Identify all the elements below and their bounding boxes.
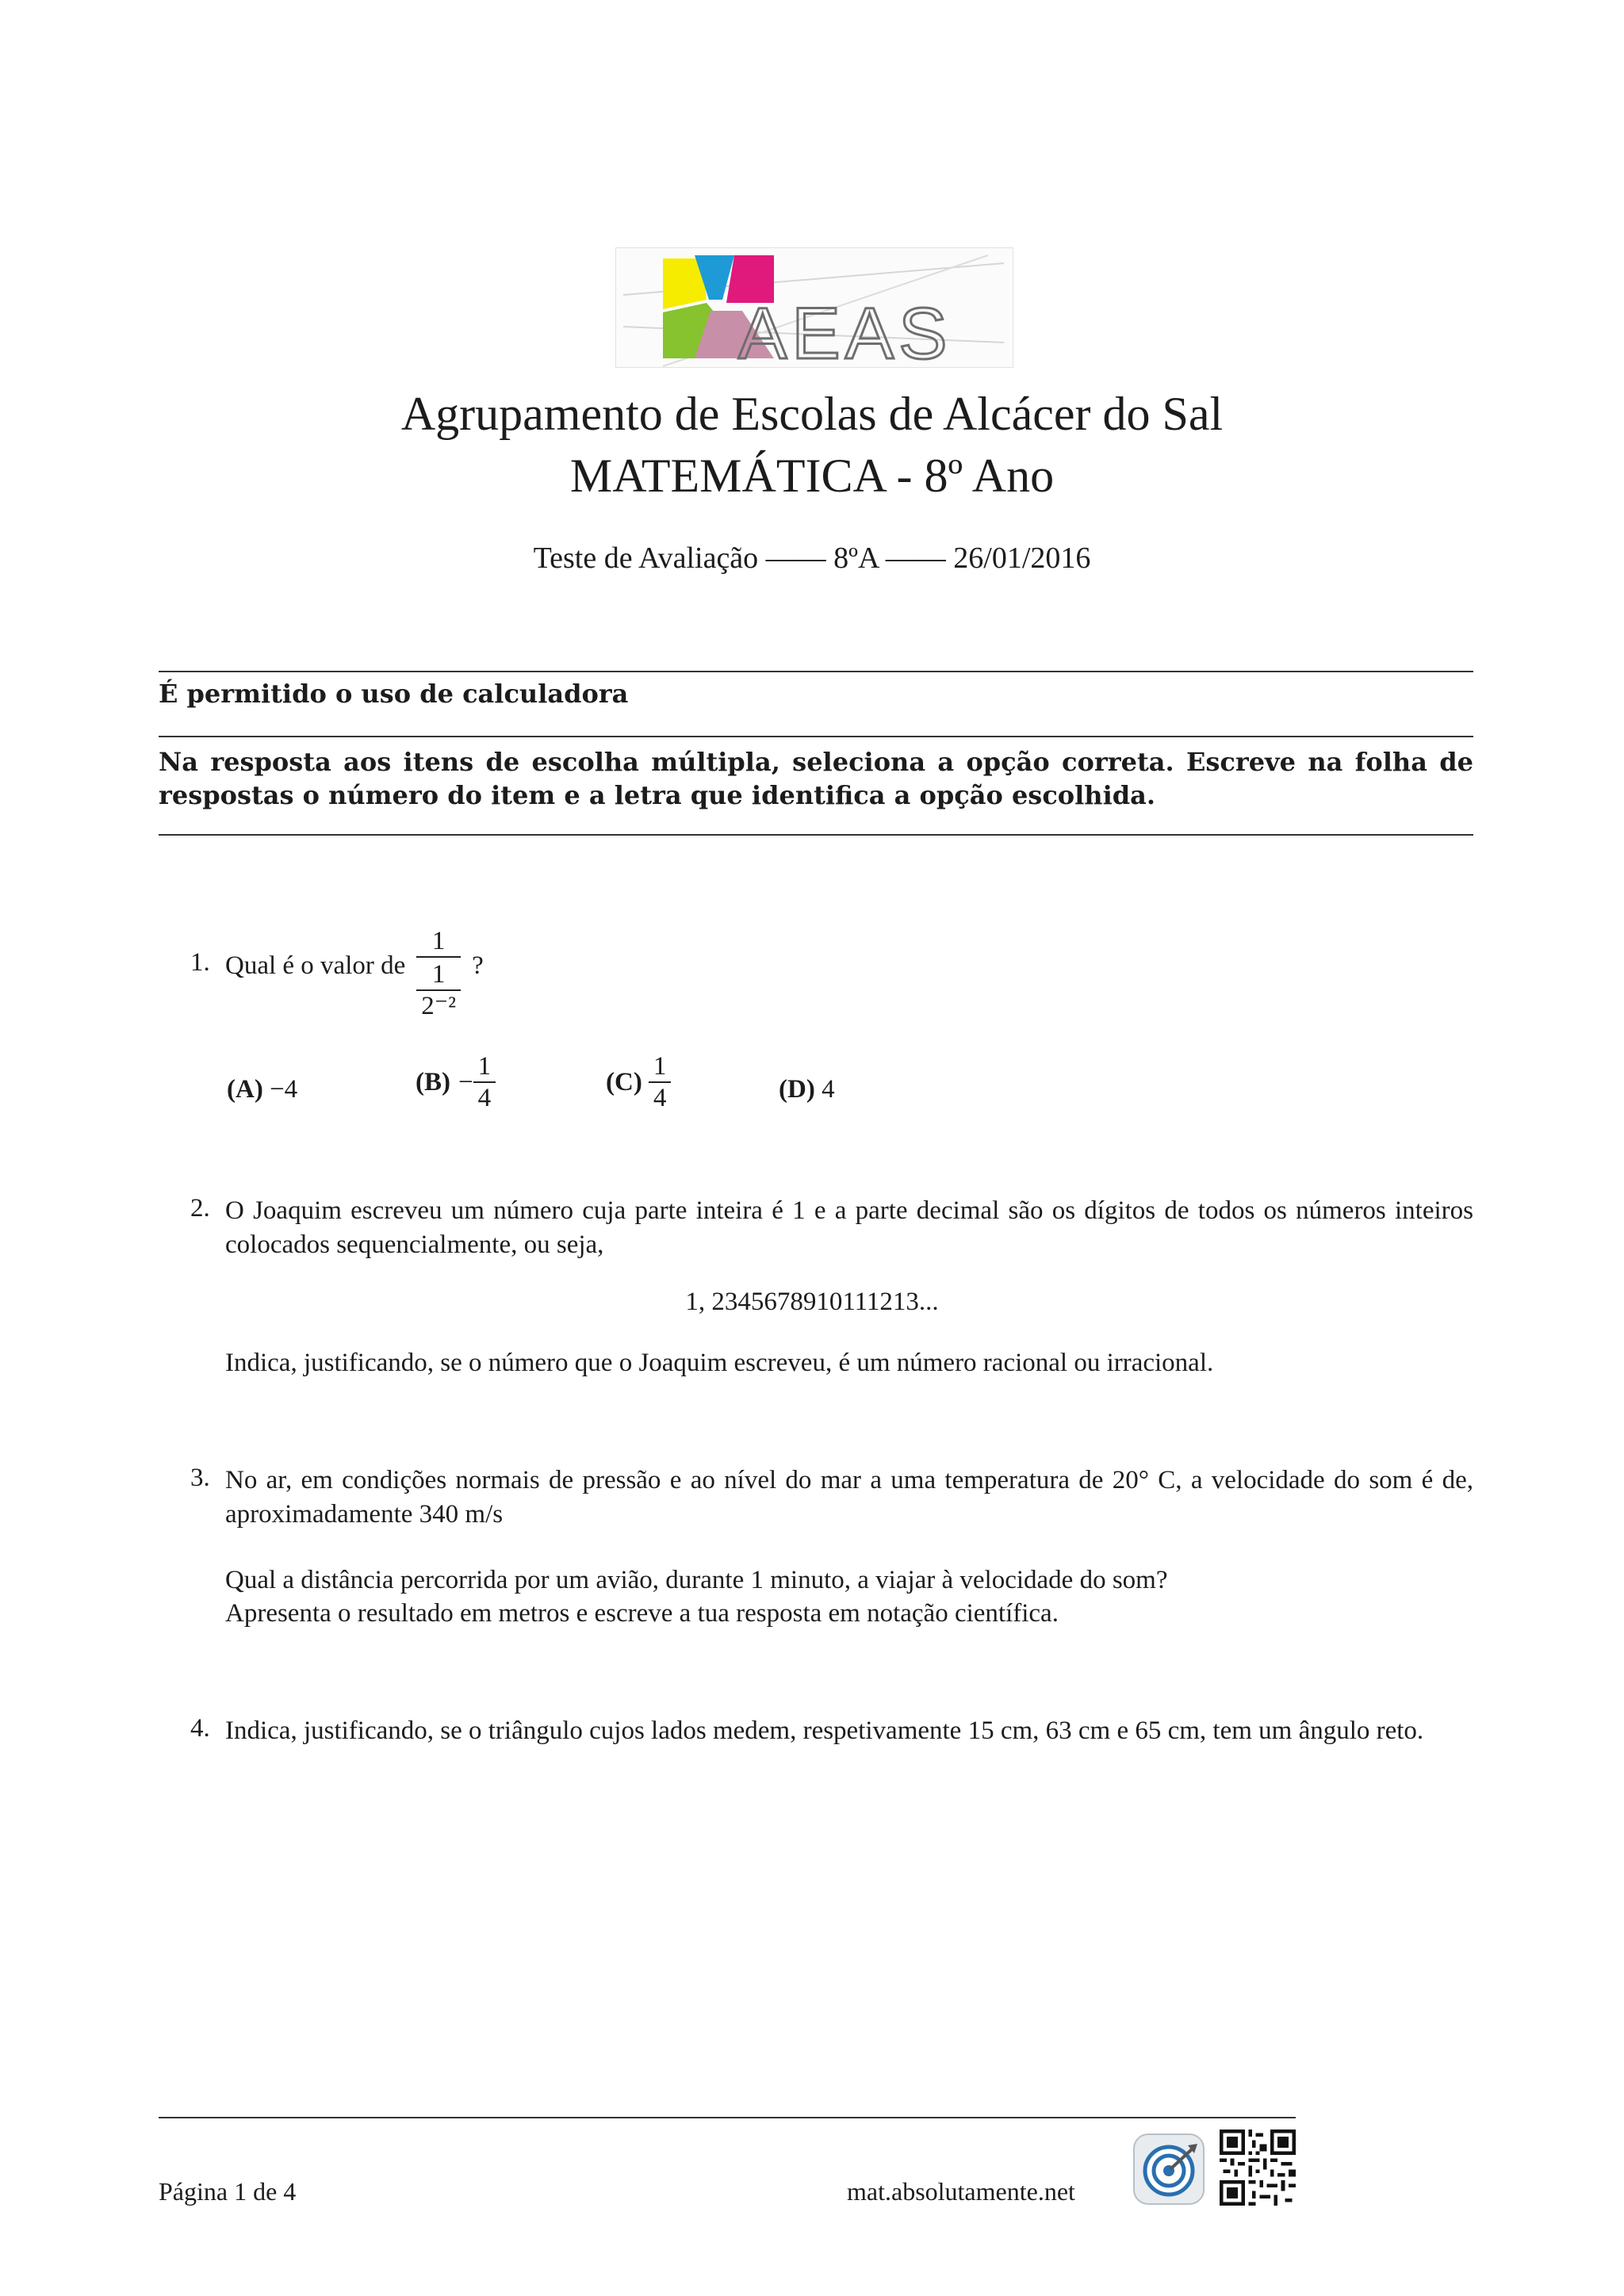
question-3-instruction: Apresenta o resultado em metros e escreve a tua resposta em notação científica. — [225, 1599, 1059, 1628]
test-info: Teste de Avaliação —— 8ºA —— 26/01/2016 — [533, 541, 1091, 575]
calculator-note: É permitido o uso de calculadora — [159, 679, 629, 709]
footer-divider — [159, 2117, 1296, 2118]
option-c — [606, 1051, 671, 1113]
question-2-prompt: Indica, justificando, se o número que o Joaquim escreveu, é um número racional ou irracional. — [225, 1349, 1214, 1377]
question-number: 4. — [190, 1714, 210, 1743]
question-2-text: O Joaquim escreveu um número cuja parte inteira é 1 e a parte decimal são os dígitos de todos os números inteiros colocados sequencialmente, ou seja, — [225, 1196, 1473, 1259]
multiple-choice-note: Na resposta aos itens de escolha múltipla, seleciona a opção correta. Escreve na folha de respostas o número do item e a letra que identifica a opção escolhida. — [159, 747, 1473, 810]
option-label: (D) — [779, 1075, 815, 1104]
option-value: 4 — [822, 1075, 835, 1104]
question-text: Qual é o valor de — [225, 951, 406, 980]
target-icon — [1131, 2131, 1207, 2207]
divider — [159, 671, 1473, 672]
option-d — [779, 1075, 835, 1104]
option-value: −4 — [270, 1075, 298, 1104]
question-4-text: Indica, justificando, se o triângulo cujos lados medem, respetivamente 15 cm, 63 cm e 65 cm, tem um ângulo reto. — [225, 1716, 1424, 1745]
option-denominator: 4 — [477, 1084, 492, 1112]
option-sign: − — [458, 1067, 473, 1096]
question-3-text: No ar, em condições normais de pressão e ao nível do mar a uma temperatura de 20° C, a velocidade do som é de, aproximadamente 340 m/s — [225, 1466, 1473, 1529]
svg-text:AEAS: AEAS — [738, 293, 952, 368]
option-label: (A) — [227, 1075, 263, 1104]
school-logo — [615, 247, 1013, 368]
fraction-inner-denominator: 2⁻² — [421, 992, 457, 1020]
option-label: (C) — [606, 1067, 642, 1096]
option-numerator: 1 — [477, 1052, 492, 1081]
page-number: Página 1 de 4 — [159, 2177, 297, 2206]
qr-code-icon — [1220, 2130, 1296, 2206]
question-3-prompt: Qual a distância percorrida por um avião, durante 1 minuto, a viajar à velocidade do som? — [225, 1566, 1168, 1594]
option-b — [416, 1051, 496, 1113]
divider — [159, 736, 1473, 737]
fraction-inner-numerator: 1 — [431, 960, 446, 989]
nested-fraction — [416, 926, 461, 1021]
option-a — [227, 1075, 297, 1104]
school-name: Agrupamento de Escolas de Alcácer do Sal — [400, 388, 1224, 440]
question-number: 2. — [190, 1194, 210, 1223]
question-number: 3. — [190, 1464, 210, 1492]
decimal-number: 1, 2345678910111213... — [685, 1288, 939, 1316]
option-denominator: 4 — [653, 1084, 667, 1112]
fraction-numerator: 1 — [431, 927, 446, 955]
question-1 — [225, 926, 484, 1021]
site-link[interactable]: mat.absolutamente.net — [847, 2177, 1075, 2206]
option-numerator: 1 — [653, 1052, 667, 1081]
subject-title: MATEMÁTICA - 8º Ano — [569, 450, 1055, 502]
divider — [159, 834, 1473, 836]
question-mark: ? — [472, 951, 484, 980]
option-label: (B) — [416, 1067, 450, 1096]
question-number: 1. — [190, 948, 210, 977]
